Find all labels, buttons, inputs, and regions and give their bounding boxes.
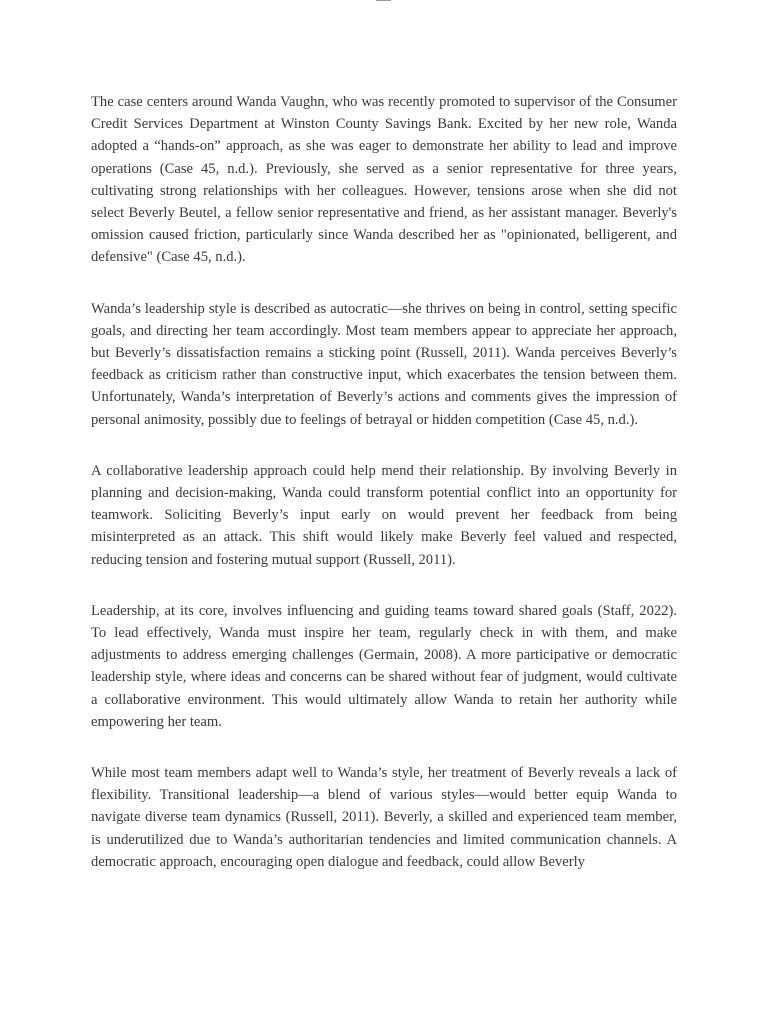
- paragraph-2: Wanda’s leadership style is described as autocratic—she thrives on being in control, setting specific goals, and directing her team accordingly. Most team members appear to appreciate her approach, but Beverly’s dissatisfaction remains a sticking point (Russell, 2011). Wanda perceives Beverly’s feedback as criticism rather than constructive input, which exacerbates the tension between them. Unfortunately, Wanda’s interpretation of Beverly’s actions and comments gives the impression of personal animosity, possibly due to feelings of betrayal or hidden competition (Case 45, n.d.).: [91, 300, 677, 428]
- paragraph-1: The case centers around Wanda Vaughn, who was recently promoted to supervisor of the Consumer Credit Services Department at Winston County Savings Bank. Excited by her new role, Wanda adopted a “hands-on” approach, as she was eager to demonstrate her ability to lead and improve operations (Case 45, n.d.). Previously, she served as a senior representative for three years, cultivating strong relationships with her colleagues. However, tensions arose when she did not select Beverly Beutel, a fellow senior representative and friend, as her assistant manager. Beverly's omission caused friction, particularly since Wanda described her as "opinionated, belligerent, and defensive" (Case 45, n.d.).: [91, 94, 677, 266]
- paragraph-5: While most team members adapt well to Wanda’s style, her treatment of Beverly reveals a lack of flexibility. Transitional leadership—a blend of various styles—would better equip Wanda to navigate diverse team dynamics (Russell, 2011). Beverly, a skilled and experienced team member, is underutilized due to Wanda’s authoritarian tendencies and limited communication channels. A democratic approach, encouraging open dialogue and feedback, could allow Beverly: [91, 765, 677, 870]
- page-top-divider: [376, 0, 391, 1]
- paragraph-4: Leadership, at its core, involves influencing and guiding teams toward shared goals (Staff, 2022). To lead effectively, Wanda must inspire her team, regularly check in with them, and make adjustments to address emerging challenges (Germain, 2008). A more participative or democratic leadership style, where ideas and concerns can be shared without fear of judgment, would cultivate a collaborative environment. This would ultimately allow Wanda to retain her authority while empowering her team.: [91, 602, 677, 730]
- document-body: [91, 91, 677, 902]
- paragraph-3: A collaborative leadership approach could help mend their relationship. By involving Beverly in planning and decision-making, Wanda could transform potential conflict into an opportunity for teamwork. Soliciting Beverly’s input early on would prevent her feedback from being misinterpreted as an attack. This shift would likely make Beverly feel valued and respected, reducing tension and fostering mutual support (Russell, 2011).: [91, 462, 677, 568]
